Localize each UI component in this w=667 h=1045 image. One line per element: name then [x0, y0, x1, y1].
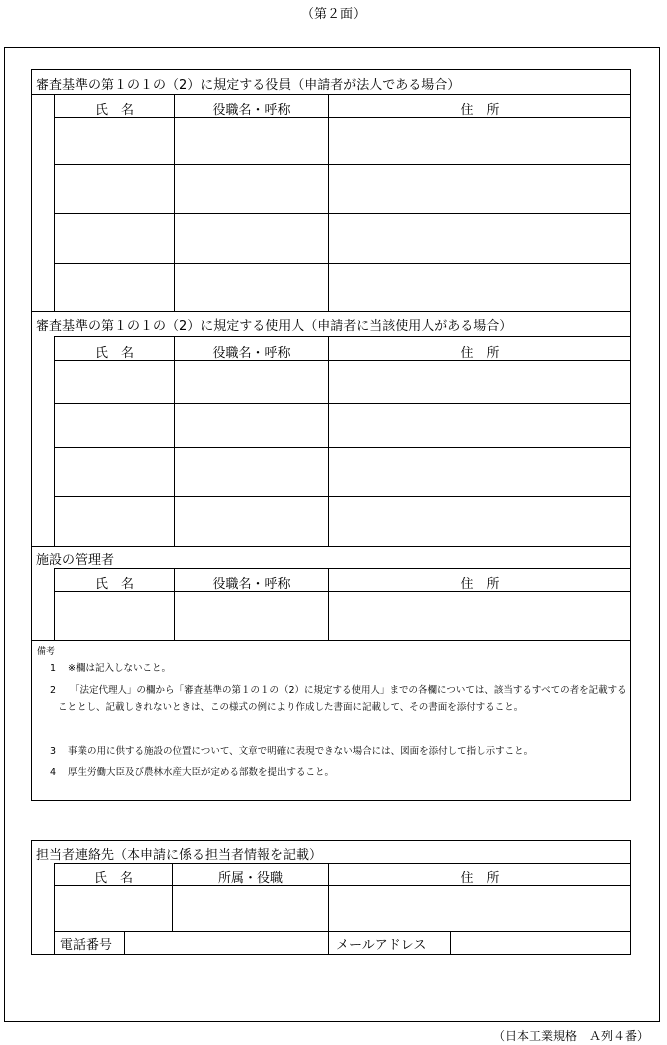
- facility-header-name: 氏 名: [94, 577, 134, 592]
- contact-header-name: 氏 名: [93, 871, 133, 886]
- note-number: 1: [50, 663, 57, 674]
- contact-section-title: 担当者連絡先（本申請に係る担当者情報を記載）: [36, 848, 323, 863]
- table-row[interactable]: [54, 447, 631, 448]
- officers-section-title: 審査基準の第１の１の（2）に規定する役員（申請者が法人である場合）: [36, 78, 461, 93]
- employees-header-address: 住 所: [460, 346, 500, 361]
- page-label: （第２面）: [300, 7, 366, 22]
- table-row[interactable]: [54, 403, 631, 404]
- employees-header-title: 役職名・呼称: [212, 346, 291, 361]
- note-item: [50, 743, 533, 760]
- note-number: 2: [50, 685, 57, 696]
- footer-standard-note: （日本工業規格 Ａ列４番）: [492, 1029, 649, 1043]
- email-field[interactable]: [451, 932, 630, 954]
- employees-section-title: 審査基準の第１の１の（2）に規定する使用人（申請者に当該使用人がある場合）: [36, 319, 513, 334]
- note-text: 厚生労働大臣及び農林水産大臣が定める部数を提出すること。: [68, 767, 335, 778]
- contact-header-address: 住 所: [460, 871, 500, 886]
- note-number: 3: [50, 746, 57, 757]
- table-row[interactable]: [54, 263, 631, 264]
- notes-heading: 備考: [37, 647, 56, 657]
- table-row[interactable]: [54, 213, 631, 214]
- facility-header-address: 住 所: [460, 577, 500, 592]
- table-row[interactable]: [54, 164, 631, 165]
- phone-label: 電話番号: [60, 938, 113, 953]
- facility-header-title: 役職名・呼称: [212, 577, 291, 592]
- email-label: メールアドレス: [336, 938, 427, 953]
- note-text: ※欄は記入しないこと。: [68, 663, 172, 674]
- facility-manager-section-title: 施設の管理者: [36, 553, 115, 568]
- note-text: 事業の用に供する施設の位置について、文章で明確に表現できない場合には、図面を添付して指し示すこと。: [68, 746, 534, 757]
- employees-header-name: 氏 名: [94, 346, 134, 361]
- officers-header-name: 氏 名: [94, 103, 134, 118]
- note-item: [50, 764, 334, 781]
- phone-field[interactable]: [125, 932, 328, 954]
- note-text: 「法定代理人」の欄から「審査基準の第１の１の（2）に規定する使用人」までの各欄については、該当するすべての者を記載することとし、記載しきれないときは、この様式の例により作成した書面に記載して、その書面を添付すること。: [58, 685, 627, 713]
- contact-header-affiliation: 所属・役職: [217, 871, 283, 886]
- officers-header-title: 役職名・呼称: [212, 103, 291, 118]
- officers-header-address: 住 所: [460, 103, 500, 118]
- note-item: [50, 660, 171, 677]
- note-number: 4: [50, 767, 57, 778]
- table-row[interactable]: [54, 496, 631, 497]
